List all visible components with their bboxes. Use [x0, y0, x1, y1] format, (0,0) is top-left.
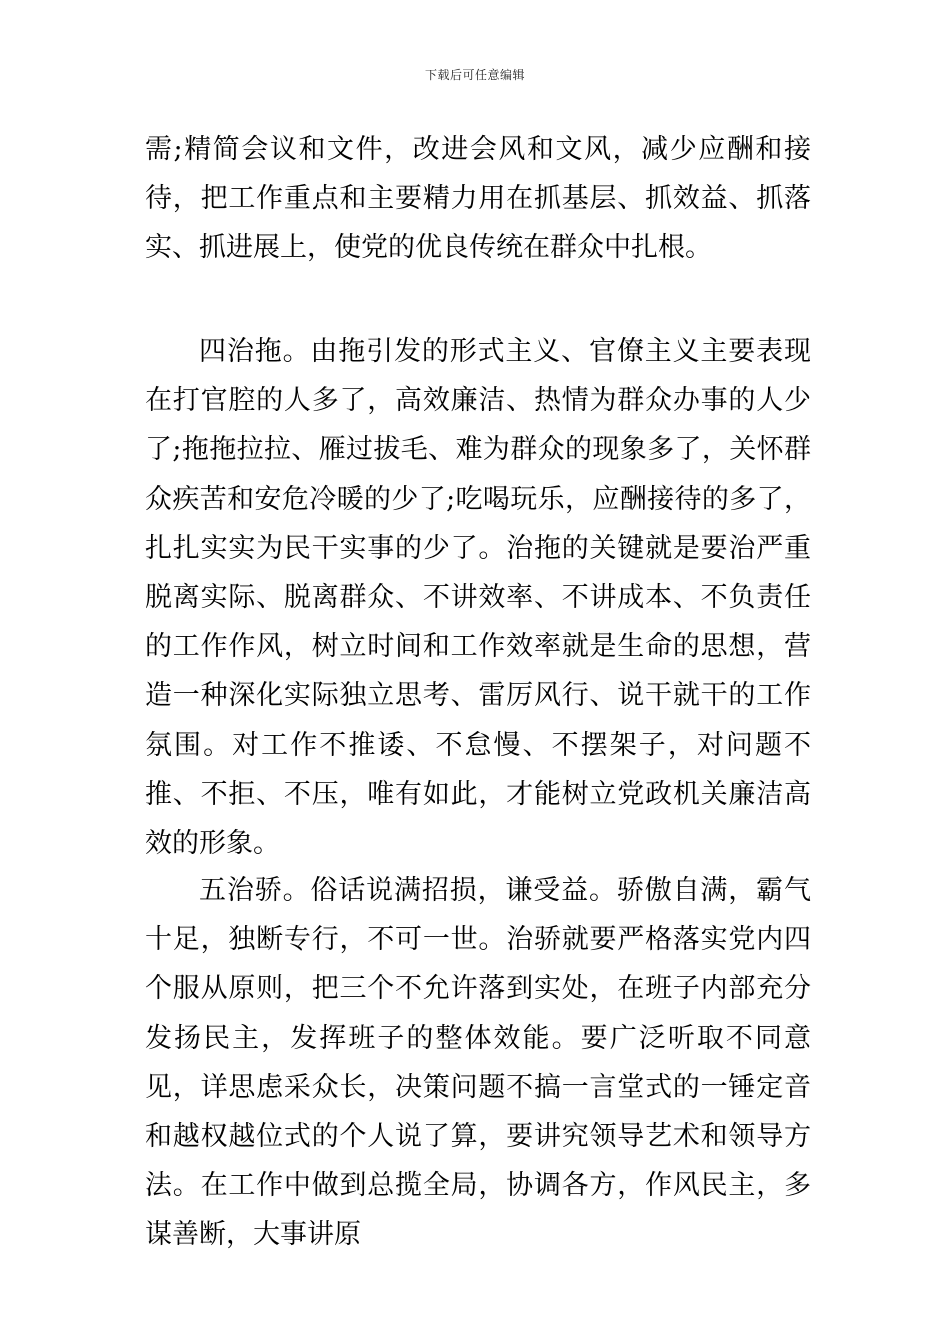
page-header: 下载后可任意编辑 [424, 68, 525, 82]
paragraph-text: 需;精简会议和文件，改进会风和文风，减少应酬和接待，把工作重点和主要精力用在抓基层、抓效益、抓落实、抓进展上，使党的优良传统在群众中扎根。 [145, 134, 811, 264]
paragraph-text: 四治拖。由拖引发的形式主义、官僚主义主要表现在打官腔的人多了，高效廉洁、热情为群众办事的人少了;拖拖拉拉、雁过拔毛、难为群众的现象多了，关怀群众疾苦和安危冷暖的少了;吃喝玩乐，应酬接待的多了，扎扎实实为民干实事的少了。治拖的关键就是要治严重脱离实际、脱离群众、不讲效率、不讲成本、不负责任的工作作风，树立时间和工作效率就是生命的思想，营造一种深化实际独立思考、雷厉风行、说干就干的工作氛围。对工作不推诿、不怠慢、不摆架子，对问题不推、不拒、不压，唯有如此，才能树立党政机关廉洁高效的形象。 [145, 336, 811, 860]
paragraph-continuation [145, 125, 811, 273]
paragraph-section-five [145, 866, 811, 1260]
paragraph-section-four [145, 327, 811, 868]
paragraph-text: 五治骄。俗话说满招损，谦受益。骄傲自满，霸气十足，独断专行，不可一世。治骄就要严格落实党内四个服从原则，把三个不允许落到实处，在班子内部充分发扬民主，发挥班子的整体效能。要广泛听取不同意见，详思虑采众长，决策问题不搞一言堂式的一锤定音和越权越位式的个人说了算，要讲究领导艺术和领导方法。在工作中做到总揽全局，协调各方，作风民主，多谋善断，大事讲原 [145, 875, 811, 1251]
